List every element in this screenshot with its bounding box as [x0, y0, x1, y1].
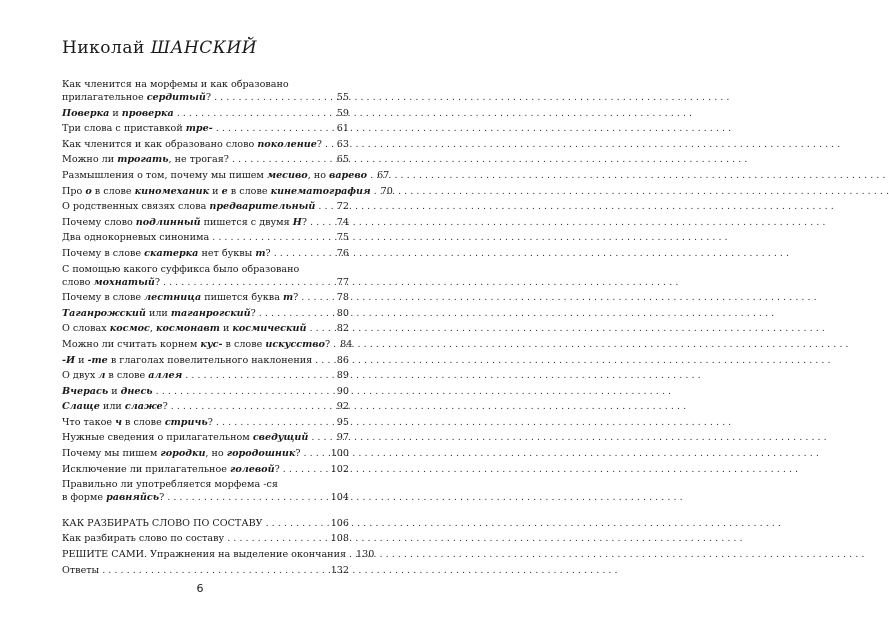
toc-page-number: 86	[336, 354, 349, 366]
toc-entry-row	[62, 338, 353, 351]
toc-page-number: 108	[330, 533, 349, 545]
toc-text: в слове	[121, 416, 165, 428]
toc-text: Почему мы пишем	[62, 448, 161, 460]
toc-text: ?	[301, 216, 307, 228]
toc-section-gap	[62, 507, 349, 517]
toc-entry-title-line: Как членится на морфемы и как образовано	[62, 79, 289, 90]
toc-text: ?	[316, 138, 322, 150]
toc-leader-dots	[232, 153, 334, 166]
toc-leader-dots	[315, 354, 334, 367]
toc-page-number: 75	[336, 232, 349, 244]
toc-text: в форме	[62, 492, 107, 504]
toc-text: в глаголах повелительного наклонения	[107, 354, 313, 366]
toc-text: ?	[293, 292, 299, 304]
toc-entry	[62, 463, 349, 476]
toc-keyword: -те	[87, 354, 108, 366]
toc-entry-row	[62, 200, 349, 213]
toc-page-number: 100	[330, 448, 349, 460]
toc-entry-title-line: Правильно ли употребляется морфема -ся	[62, 479, 278, 491]
toc-text: и	[219, 323, 233, 335]
toc-entry	[62, 307, 349, 320]
toc-page-number: 130	[356, 549, 375, 561]
toc-leader-dots	[216, 416, 334, 429]
toc-keyword: космонавт	[155, 323, 220, 335]
toc-entry-title	[62, 447, 301, 460]
toc-entry-row	[62, 416, 349, 429]
toc-page-number: 77	[336, 276, 349, 288]
toc-leader-dots	[310, 216, 334, 229]
toc-keyword: аллея	[148, 370, 183, 382]
toc-keyword: стричь	[164, 416, 208, 428]
toc-text: , но	[205, 448, 227, 460]
toc-entry-row	[62, 247, 349, 260]
toc-page-number: 55	[336, 92, 349, 103]
toc-entry-row	[62, 400, 349, 413]
toc-page-number: 95	[336, 416, 349, 428]
toc-text: нет буквы	[198, 247, 256, 259]
toc-keyword: поколение	[257, 138, 317, 150]
toc-text: в слове	[105, 370, 149, 382]
toc-entry-title	[62, 91, 211, 104]
toc-page-number: 74	[336, 216, 349, 228]
toc-page-number: 92	[336, 401, 349, 413]
toc-entry-title-line: С помощью какого суффикса было образовано	[62, 263, 300, 275]
toc-keyword: голевой	[229, 463, 275, 475]
toc-page-number: 80	[336, 307, 349, 319]
toc-keyword: о	[85, 185, 92, 197]
toc-leader-dots	[304, 447, 328, 460]
toc-entry-row	[62, 463, 349, 476]
toc-entry-title	[62, 431, 308, 444]
toc-text: Что такое	[62, 416, 116, 428]
toc-entry-title	[62, 354, 312, 367]
toc-text: , но	[307, 169, 330, 181]
toc-entry-title	[62, 532, 224, 545]
toc-leader-dots	[102, 564, 327, 577]
toc-text: и	[75, 354, 88, 366]
toc-entry-title	[62, 291, 298, 304]
toc-text: и	[108, 385, 121, 397]
toc-text: Исключение ли прилагательное	[62, 463, 230, 475]
toc-entry	[62, 447, 349, 460]
toc-text: О словах	[62, 323, 110, 335]
toc-entry	[62, 322, 349, 335]
table-of-contents	[62, 78, 393, 579]
toc-entry-title	[62, 153, 229, 166]
toc-entry-title	[62, 385, 153, 398]
toc-entry	[62, 216, 349, 229]
toc-page-number: 106	[330, 517, 349, 529]
toc-keyword: Таганрожский	[62, 307, 146, 319]
toc-leader-dots	[185, 369, 334, 382]
toc-keyword: тре-	[185, 123, 213, 135]
toc-text: ?	[207, 416, 213, 428]
toc-entry-title	[62, 491, 164, 504]
toc-entry-row	[62, 91, 349, 104]
toc-entry-row	[62, 169, 390, 182]
toc-keyword: сведущий	[252, 432, 309, 444]
toc-text: Нужные сведения о прилагательном	[62, 432, 253, 444]
toc-keyword: таганрогский	[170, 307, 251, 319]
toc-keyword: космос	[109, 323, 150, 335]
toc-page-number: 63	[336, 138, 349, 150]
toc-text: Два однокорневых синонима	[62, 232, 210, 244]
toc-keyword: скатерка	[144, 247, 199, 259]
toc-keyword: Н	[292, 216, 302, 228]
toc-entry	[62, 517, 349, 530]
author-first-name: Николай	[62, 38, 145, 58]
toc-text: Про	[62, 185, 86, 197]
toc-entry-row	[62, 354, 349, 367]
toc-text: или	[99, 401, 125, 413]
toc-page-number: 59	[336, 107, 349, 119]
toc-page-number: 76	[336, 247, 349, 259]
toc-keyword: равняйсь	[106, 492, 160, 504]
toc-text: ?	[159, 492, 165, 504]
toc-entry	[62, 107, 349, 120]
toc-text: ?	[250, 307, 256, 319]
toc-entry	[62, 291, 349, 304]
toc-text: ?	[162, 401, 168, 413]
toc-text: Почему в слове	[62, 247, 145, 259]
toc-entry-title	[62, 138, 322, 151]
toc-text: Почему в слове	[62, 292, 145, 304]
toc-entry-row	[62, 532, 349, 545]
toc-entry	[62, 169, 390, 182]
toc-keyword: лестница	[144, 292, 202, 304]
toc-keyword: космический	[232, 323, 307, 335]
toc-leader-dots	[374, 185, 378, 198]
toc-entry-title	[62, 400, 168, 413]
toc-entry	[62, 354, 349, 367]
toc-entry	[62, 369, 349, 382]
toc-entry-title	[62, 369, 182, 382]
toc-entry	[62, 122, 349, 135]
toc-entry	[62, 400, 349, 413]
toc-keyword: -И	[62, 354, 76, 366]
toc-entry-row	[62, 564, 349, 577]
toc-entry	[62, 153, 349, 166]
toc-leader-dots	[156, 385, 334, 398]
toc-text: ,	[149, 323, 156, 335]
toc-keyword: Вчерась	[62, 385, 109, 397]
toc-leader-dots	[309, 322, 333, 335]
running-header	[62, 38, 257, 58]
toc-leader-dots	[214, 91, 334, 104]
toc-entry-row	[62, 385, 349, 398]
toc-page-number: 104	[330, 492, 349, 504]
toc-leader-dots	[227, 532, 328, 545]
toc-entry	[62, 564, 349, 577]
toc-text: ?	[295, 448, 301, 460]
toc-entry-title	[62, 517, 263, 530]
toc-text: РЕШИТЕ САМИ. Упражнения на выделение окончания	[62, 549, 347, 561]
toc-page-number: 132	[330, 564, 349, 576]
toc-keyword: подлинный	[135, 216, 201, 228]
toc-leader-dots	[274, 247, 334, 260]
toc-page-number: 82	[336, 323, 349, 335]
toc-keyword: месиво	[266, 169, 308, 181]
toc-keyword: городошник	[226, 448, 296, 460]
toc-entry-row	[62, 322, 349, 335]
toc-leader-dots	[163, 276, 334, 289]
toc-keyword: е	[221, 185, 228, 197]
toc-entry-title	[62, 416, 213, 429]
toc-entry-row	[62, 138, 349, 151]
toc-page-number: 102	[330, 463, 349, 475]
toc-entry-row	[62, 122, 349, 135]
toc-entry	[62, 78, 349, 104]
toc-text: О родственных связях слова	[62, 201, 210, 213]
toc-keyword: кинематография	[270, 185, 371, 197]
toc-keyword: искусство	[265, 338, 325, 350]
toc-entry	[62, 478, 349, 504]
toc-leader-dots	[349, 548, 353, 561]
book-page	[0, 0, 400, 620]
toc-text: слово	[62, 276, 94, 288]
toc-text: Можно ли считать корнем	[62, 338, 201, 350]
toc-text: Как членится и как образовано слово	[62, 138, 258, 150]
toc-entry	[62, 231, 349, 244]
toc-leader-dots	[311, 431, 333, 444]
toc-text: в слове	[91, 185, 135, 197]
toc-text: Можно ли	[62, 154, 118, 166]
toc-entry	[62, 200, 349, 213]
toc-keyword: проверка	[121, 107, 174, 119]
toc-entry-title	[62, 200, 315, 213]
toc-page-number: 97	[336, 432, 349, 444]
toc-entry-row	[62, 107, 349, 120]
toc-entry-title	[62, 247, 271, 260]
toc-keyword: варево	[329, 169, 368, 181]
toc-keyword: мохнатый	[93, 276, 155, 288]
toc-keyword: т	[282, 292, 294, 304]
toc-entry	[62, 431, 349, 444]
toc-text: и	[109, 107, 122, 119]
toc-page-number: 90	[336, 385, 349, 397]
toc-entry-row	[62, 517, 349, 530]
toc-entry-title	[62, 169, 367, 182]
toc-text: ?	[265, 247, 271, 259]
toc-entry-title	[62, 548, 346, 561]
toc-text: пишется с двумя	[200, 216, 293, 228]
toc-keyword: т	[255, 247, 266, 259]
toc-leader-dots	[301, 291, 333, 304]
toc-entry-row	[62, 276, 349, 289]
toc-page-number: 70	[380, 185, 393, 197]
toc-text: ?	[205, 92, 212, 103]
author-last-name: ШАНСКИЙ	[150, 38, 258, 58]
toc-entry	[62, 247, 349, 260]
toc-entry-title	[62, 564, 99, 577]
toc-keyword: днесь	[120, 385, 153, 397]
toc-entry-row	[62, 185, 393, 198]
toc-page-number: 72	[336, 201, 349, 213]
toc-text: или	[145, 307, 171, 319]
toc-keyword: кус-	[200, 338, 223, 350]
toc-keyword: городки	[160, 448, 206, 460]
toc-text: в слове	[227, 185, 271, 197]
toc-entry-row	[62, 231, 349, 244]
toc-keyword: трогать	[117, 154, 169, 166]
toc-entry-title	[62, 231, 209, 244]
toc-text: Как разбирать слово по составу	[62, 533, 225, 545]
toc-leader-dots	[167, 491, 327, 504]
toc-entry-row	[62, 369, 349, 382]
toc-page-number: 89	[336, 370, 349, 382]
toc-entry	[62, 532, 349, 545]
toc-entry	[62, 548, 375, 561]
toc-leader-dots	[171, 400, 334, 413]
toc-text: ?	[274, 463, 280, 475]
toc-text: Размышления о том, почему мы пишем	[62, 169, 267, 181]
toc-entry-title	[62, 107, 174, 120]
toc-leader-dots	[259, 307, 334, 320]
toc-entry-title	[62, 338, 330, 351]
toc-text: Ответы	[62, 564, 100, 576]
toc-leader-dots	[333, 338, 337, 351]
toc-entry-title	[62, 322, 306, 335]
toc-entry	[62, 338, 353, 351]
toc-entry-title	[62, 185, 371, 198]
toc-leader-dots	[318, 200, 333, 213]
page-number: 6	[196, 582, 204, 595]
toc-text: прилагательное	[62, 92, 147, 103]
toc-text: в слове	[222, 338, 266, 350]
toc-keyword: сердитый	[146, 92, 206, 103]
toc-text: пишется буква	[201, 292, 283, 304]
toc-text: О двух	[62, 370, 99, 382]
toc-text: и	[209, 185, 222, 197]
toc-entry-row	[62, 491, 349, 504]
toc-page-number: 65	[336, 154, 349, 166]
toc-keyword: ч	[115, 416, 122, 428]
toc-entry	[62, 185, 393, 198]
toc-leader-dots	[283, 463, 328, 476]
toc-entry-title	[62, 276, 160, 289]
toc-leader-dots	[370, 169, 374, 182]
toc-keyword: слаже	[124, 401, 163, 413]
toc-entry	[62, 385, 349, 398]
toc-leader-dots	[212, 231, 334, 244]
toc-page-number: 67	[377, 169, 390, 181]
toc-entry	[62, 416, 349, 429]
toc-entry-title	[62, 307, 256, 320]
toc-leader-dots	[266, 517, 328, 530]
toc-entry-title	[62, 122, 213, 135]
toc-text: Три слова с приставкой	[62, 123, 186, 135]
toc-entry-row	[62, 431, 349, 444]
toc-entry-title	[62, 216, 307, 229]
toc-keyword: Поверка	[62, 107, 110, 119]
toc-entry-row	[62, 447, 349, 460]
toc-leader-dots	[177, 107, 334, 120]
toc-keyword: Слаще	[62, 401, 100, 413]
toc-entry	[62, 263, 349, 289]
toc-entry-row	[62, 153, 349, 166]
toc-entry-title	[62, 463, 280, 476]
toc-entry	[62, 138, 349, 151]
toc-leader-dots	[216, 122, 334, 135]
toc-entry-row	[62, 216, 349, 229]
toc-page-number: 84	[340, 338, 353, 350]
toc-page-number: 78	[336, 292, 349, 304]
toc-entry-row	[62, 291, 349, 304]
toc-keyword: л	[98, 370, 106, 382]
toc-text: Почему слово	[62, 216, 136, 228]
toc-entry-row	[62, 307, 349, 320]
toc-keyword: предварительный	[209, 201, 316, 213]
toc-text: ?	[154, 276, 160, 288]
toc-leader-dots	[325, 138, 334, 151]
toc-text: , не трогая?	[168, 154, 229, 166]
toc-entry-row	[62, 548, 375, 561]
toc-page-number: 61	[336, 123, 349, 135]
toc-keyword: киномеханик	[134, 185, 210, 197]
toc-text: КАК РАЗБИРАТЬ СЛОВО ПО СОСТАВУ	[62, 517, 263, 529]
toc-text: ?	[324, 338, 331, 350]
